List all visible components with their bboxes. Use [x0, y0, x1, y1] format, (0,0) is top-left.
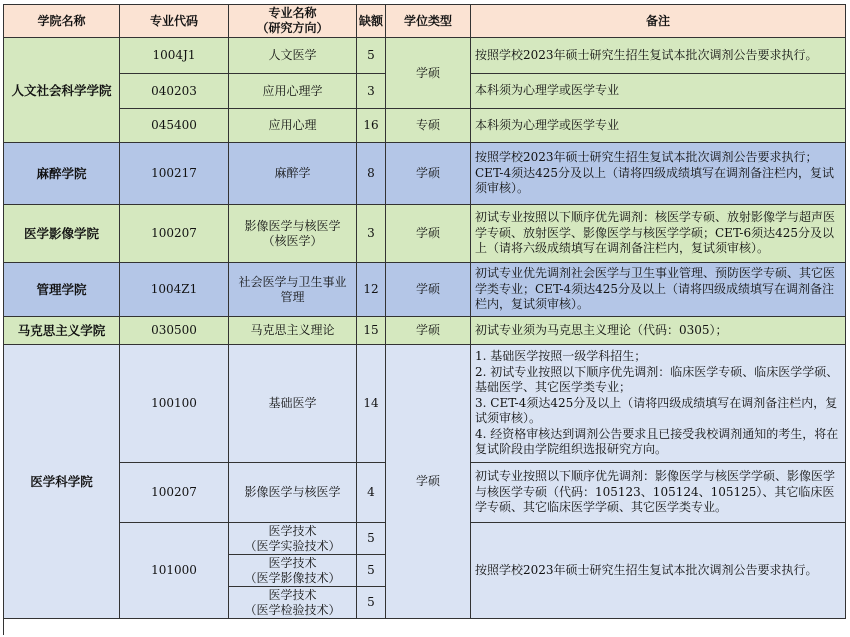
quota: 15 [357, 317, 386, 345]
quota: 5 [357, 523, 386, 555]
admissions-table [3, 4, 846, 635]
header-major: 专业名称 （研究方向） [229, 5, 357, 38]
major-code: 1004Z1 [120, 263, 229, 317]
note: 本科须为心理学或医学专业 [471, 74, 846, 109]
note: 1. 基础医学按照一级学科招生； 2. 初试专业按照以下顺序优先调剂：临床医学专硕、临床医学学硕、基础医学、其它医学类专业； 3. CET-4须达425分及以上（请将四级成绩填写在调剂备注栏内，复试须审核）。 4. 经资格审核达到调剂公告要求且已接受我校调剂通知的考生，将在复试阶段由学院组织选报研究方向。 [471, 345, 846, 463]
note: 按照学校2023年硕士研究生招生复试本批次调剂公告要求执行。 [471, 523, 846, 619]
degree-type: 学硕 [386, 205, 471, 263]
header-college: 学院名称 [4, 5, 120, 38]
college-humanities: 人文社会科学学院 [4, 38, 120, 143]
quota: 5 [357, 587, 386, 619]
note: 初试专业须为马克思主义理论（代码：0305）； [471, 317, 846, 345]
major-code: 101000 [120, 523, 229, 619]
major-name: 医学技术 （医学实验技术） [229, 523, 357, 555]
major-name: 马克思主义理论 [229, 317, 357, 345]
major-name: 社会医学与卫生事业 管理 [229, 263, 357, 317]
major-code: 1004J1 [120, 38, 229, 74]
quota: 8 [357, 143, 386, 205]
quota: 4 [357, 463, 386, 523]
major-code: 040203 [120, 74, 229, 109]
quota: 12 [357, 263, 386, 317]
note: 初试专业优先调剂社会医学与卫生事业管理、预防医学专硕、其它医学类专业；CET-4须达425分及以上（请将四级成绩填写在调剂备注栏内，复试须审核）。 [471, 263, 846, 317]
major-code: 045400 [120, 109, 229, 143]
major-name: 人文医学 [229, 38, 357, 74]
college-medical-science: 医学科学院 [4, 345, 120, 619]
note: 本科须为心理学或医学专业 [471, 109, 846, 143]
major-code: 030500 [120, 317, 229, 345]
major-name: 应用心理学 [229, 74, 357, 109]
major-name: 应用心理 [229, 109, 357, 143]
note: 按照学校2023年硕士研究生招生复试本批次调剂公告要求执行；CET-4须达425分及以上（请将四级成绩填写在调剂备注栏内，复试须审核）。 [471, 143, 846, 205]
major-name: 影像医学与核医学 （核医学） [229, 205, 357, 263]
quota: 16 [357, 109, 386, 143]
degree-type: 专硕 [386, 109, 471, 143]
college-anesthesia: 麻醉学院 [4, 143, 120, 205]
degree-type: 学硕 [386, 263, 471, 317]
college-imaging: 医学影像学院 [4, 205, 120, 263]
major-name: 基础医学 [229, 345, 357, 463]
header-quota: 缺额 [357, 5, 386, 38]
degree-type: 学硕 [386, 317, 471, 345]
quota: 3 [357, 74, 386, 109]
header-notes: 备注 [471, 5, 846, 38]
major-code: 100217 [120, 143, 229, 205]
major-name: 医学技术 （医学检验技术） [229, 587, 357, 619]
quota: 5 [357, 555, 386, 587]
college-marxism: 马克思主义学院 [4, 317, 120, 345]
note: 按照学校2023年硕士研究生招生复试本批次调剂公告要求执行。 [471, 38, 846, 74]
major-name: 影像医学与核医学 [229, 463, 357, 523]
college-management: 管理学院 [4, 263, 120, 317]
major-name: 医学技术 （医学影像技术） [229, 555, 357, 587]
degree-type: 学硕 [386, 345, 471, 619]
degree-type: 学硕 [386, 38, 471, 109]
note: 初试专业按照以下顺序优先调剂：核医学专硕、放射影像学与超声医学专硕、放射医学、影像医学与核医学学硕；CET-6须达425分及以上（请将六级成绩填写在调剂备注栏内，复试须审核）。 [471, 205, 846, 263]
header-code: 专业代码 [120, 5, 229, 38]
header-degree: 学位类型 [386, 5, 471, 38]
major-code: 100100 [120, 345, 229, 463]
major-code: 100207 [120, 205, 229, 263]
major-code: 100207 [120, 463, 229, 523]
degree-type: 学硕 [386, 143, 471, 205]
quota: 5 [357, 38, 386, 74]
quota: 14 [357, 345, 386, 463]
note: 初试专业按照以下顺序优先调剂：影像医学与核医学学硕、影像医学与核医学专硕（代码：105123、105124、105125）、其它临床医学专硕、其它临床医学学硕、其它医学类专业。 [471, 463, 846, 523]
major-name: 麻醉学 [229, 143, 357, 205]
quota: 3 [357, 205, 386, 263]
